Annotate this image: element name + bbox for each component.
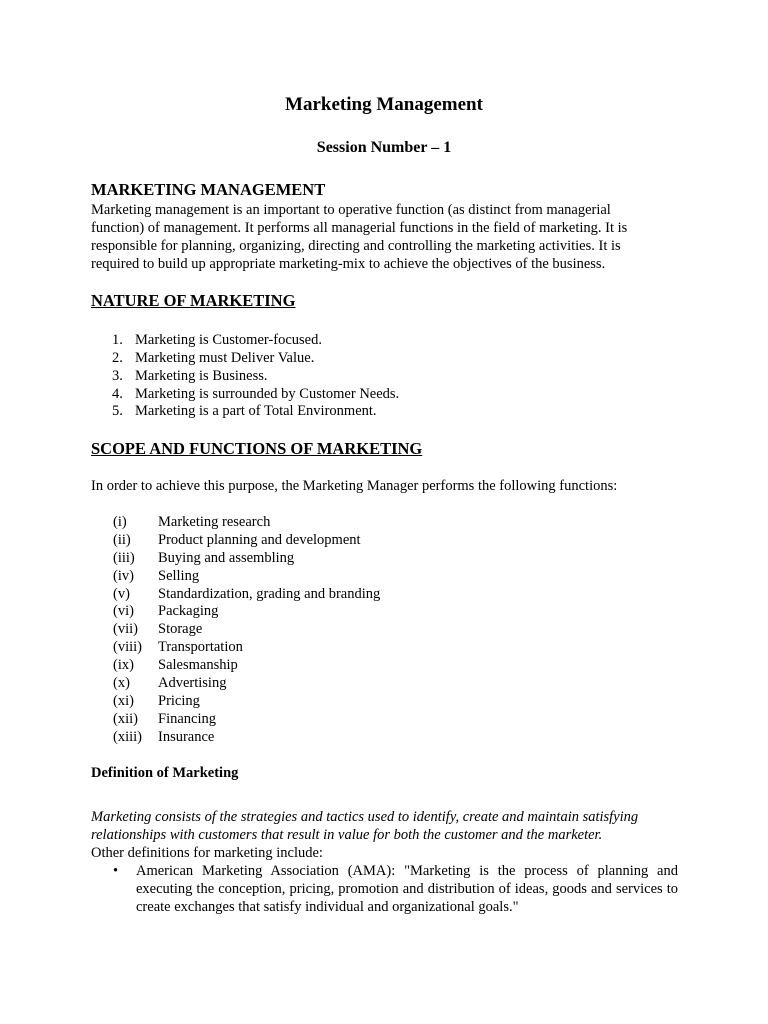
list-item: [113, 638, 243, 656]
list-number: (x): [113, 675, 130, 691]
bullet-text: American Marketing Association (AMA): "Marketing is the process of planning and executing the conception, pricing, promotion and distribution of ideas, goods and services to create exchanges that satisfy individual and organizational goals.": [136, 863, 678, 915]
list-text: Product planning and development: [158, 532, 361, 548]
heading-nature-of-marketing: NATURE OF MARKETING: [91, 291, 296, 310]
list-text: Insurance: [158, 729, 215, 745]
list-item: [112, 385, 399, 403]
heading-definition-of-marketing: Definition of Marketing: [91, 765, 239, 781]
list-item: [113, 549, 294, 567]
other-definitions-intro: Other definitions for marketing include:: [91, 845, 323, 861]
list-text: Salesmanship: [158, 657, 238, 673]
list-number: 2.: [112, 350, 123, 366]
list-item: [112, 402, 377, 420]
list-text: Packaging: [158, 603, 219, 619]
list-number: (xiii): [113, 729, 142, 745]
list-item: [112, 367, 268, 385]
list-number: (xii): [113, 711, 138, 727]
list-item: [113, 602, 218, 620]
paragraph-line: function) of management. It performs all managerial functions in the field of marketing. It is: [91, 220, 628, 236]
list-number: (i): [113, 514, 127, 530]
paragraph-line: required to build up appropriate marketing-mix to achieve the objectives of the business.: [91, 256, 606, 272]
list-text: Financing: [158, 711, 216, 727]
list-text: Marketing is Business.: [135, 368, 268, 384]
list-text: Selling: [158, 568, 200, 584]
list-number: (vi): [113, 603, 134, 619]
list-number: (iii): [113, 550, 135, 566]
bullet-item: [113, 862, 678, 916]
list-text: Storage: [158, 621, 203, 637]
list-text: Transportation: [158, 639, 243, 655]
list-number: (viii): [113, 639, 142, 655]
definition-line: relationships with customers that result in value for both the customer and the marketer.: [91, 827, 603, 843]
list-item: [113, 710, 216, 728]
list-text: Pricing: [158, 693, 200, 709]
list-text: Marketing is surrounded by Customer Needs.: [135, 386, 400, 402]
list-number: (xi): [113, 693, 134, 709]
bullet-dot-icon: •: [113, 863, 119, 879]
intro-text: In order to achieve this purpose, the Marketing Manager performs the following functions:: [91, 478, 618, 494]
list-item: [113, 585, 380, 603]
list-item: [113, 728, 214, 746]
list-item: [113, 674, 226, 692]
document-title: Marketing Management: [285, 94, 483, 115]
list-text: Marketing is Customer-focused.: [135, 332, 322, 348]
list-number: (iv): [113, 568, 134, 584]
list-item: [112, 331, 322, 349]
list-number: 1.: [112, 332, 123, 348]
session-number: Session Number – 1: [316, 139, 452, 156]
paragraph-line: responsible for planning, organizing, directing and controlling the marketing activities. It is: [91, 238, 621, 254]
list-number: 3.: [112, 368, 123, 384]
list-number: (ix): [113, 657, 134, 673]
list-item: [112, 349, 314, 367]
definition-line: Marketing consists of the strategies and tactics used to identify, create and maintain satisfying: [91, 809, 639, 825]
list-item: [113, 513, 270, 531]
list-item: [113, 531, 361, 549]
list-number: (vii): [113, 621, 138, 637]
paragraph-line: Marketing management is an important to operative function (as distinct from managerial: [91, 202, 611, 218]
list-text: Buying and assembling: [158, 550, 295, 566]
list-item: [113, 620, 202, 638]
list-item: [113, 692, 200, 710]
heading-marketing-management: MARKETING MANAGEMENT: [91, 180, 326, 199]
list-number: (v): [113, 586, 130, 602]
heading-scope-and-functions: SCOPE AND FUNCTIONS OF MARKETING: [91, 439, 423, 458]
list-item: [113, 567, 199, 585]
list-text: Marketing must Deliver Value.: [135, 350, 315, 366]
list-text: Marketing is a part of Total Environment.: [135, 403, 377, 419]
list-text: Advertising: [158, 675, 227, 691]
list-number: 5.: [112, 403, 123, 419]
list-number: 4.: [112, 386, 123, 402]
list-text: Standardization, grading and branding: [158, 586, 381, 602]
list-number: (ii): [113, 532, 131, 548]
list-text: Marketing research: [158, 514, 271, 530]
list-item: [113, 656, 238, 674]
